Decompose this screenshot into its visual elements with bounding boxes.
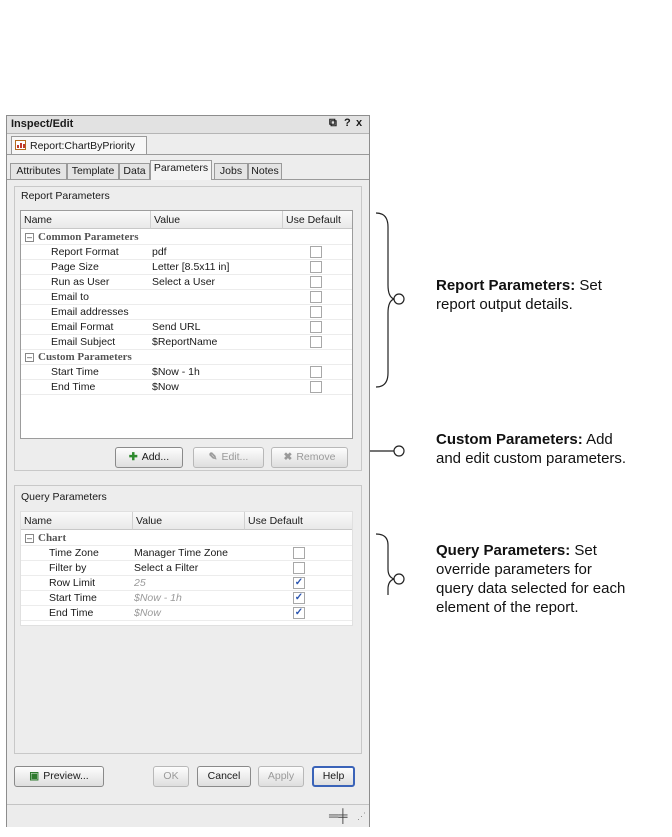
callout-text: query data selected for each — [436, 580, 626, 597]
divider — [21, 349, 353, 350]
tab-template[interactable]: Template — [67, 163, 119, 179]
param-value[interactable]: Select a Filter — [134, 562, 199, 574]
use-default-checkbox-checked[interactable]: ✓ — [294, 592, 304, 603]
panel-titlebar — [7, 116, 369, 134]
param-name: Run as User — [51, 276, 110, 288]
use-default-checkbox[interactable] — [310, 321, 322, 333]
tab-parameters[interactable]: Parameters — [150, 160, 212, 180]
param-value[interactable]: Letter [8.5x11 in] — [152, 261, 230, 273]
column-header-value[interactable]: Value — [133, 512, 245, 530]
param-value[interactable]: $Now - 1h — [134, 592, 182, 604]
query-parameters-table — [20, 511, 353, 626]
table-row[interactable] — [21, 290, 353, 305]
divider — [21, 605, 353, 606]
callout-connectors — [370, 205, 440, 595]
add-icon: ✚ — [128, 451, 138, 463]
layout-icon[interactable]: ═╪ — [329, 808, 348, 823]
query-parameters-label: Query Parameters — [21, 491, 107, 503]
close-icon[interactable]: x — [356, 117, 363, 129]
section-label: Common Parameters — [38, 231, 139, 243]
resize-grip-icon[interactable]: ⋰ — [357, 811, 366, 821]
param-name: Start Time — [49, 592, 97, 604]
table-row[interactable] — [21, 576, 353, 591]
divider — [21, 259, 353, 260]
param-name: Row Limit — [49, 577, 96, 589]
param-value[interactable]: 25 — [134, 577, 146, 589]
section-row-common-parameters[interactable] — [21, 230, 353, 245]
use-default-checkbox[interactable] — [293, 562, 305, 574]
param-value[interactable]: pdf — [152, 246, 167, 258]
callout-text: Set — [579, 277, 602, 294]
use-default-checkbox[interactable] — [310, 381, 322, 393]
collapse-icon[interactable]: – — [26, 232, 32, 242]
use-default-checkbox[interactable] — [310, 261, 322, 273]
param-name: Report Format — [51, 246, 119, 258]
inspect-edit-panel — [6, 115, 370, 827]
param-name: Page Size — [51, 261, 99, 273]
table-row[interactable] — [21, 546, 353, 561]
report-parameters-brace — [376, 213, 394, 387]
section-row-chart[interactable] — [21, 531, 353, 546]
section-row-custom-parameters[interactable] — [21, 350, 353, 365]
report-icon — [15, 140, 26, 150]
preview-button[interactable] — [14, 766, 104, 787]
tab-attributes[interactable]: Attributes — [10, 163, 67, 179]
report-parameters-connector-circle — [394, 294, 404, 304]
preview-icon: ▣ — [29, 770, 40, 782]
section-label: Chart — [38, 532, 67, 544]
report-parameters-label: Report Parameters — [21, 190, 110, 202]
use-default-checkbox[interactable] — [310, 291, 322, 303]
param-name: Email Subject — [51, 336, 116, 348]
divider — [21, 575, 353, 576]
param-value[interactable]: Manager Time Zone — [134, 547, 228, 559]
param-value[interactable]: $Now — [134, 607, 161, 619]
panel-title: Inspect/Edit — [11, 118, 74, 130]
divider — [21, 560, 353, 561]
tab-jobs[interactable]: Jobs — [214, 163, 248, 179]
column-header-name[interactable]: Name — [21, 211, 151, 229]
report-parameters-table — [20, 210, 353, 439]
column-header-value[interactable]: Value — [151, 211, 283, 229]
column-header-use-default[interactable]: Use Default — [283, 211, 353, 229]
table-row[interactable] — [21, 305, 353, 320]
column-header-name[interactable]: Name — [21, 512, 133, 530]
callout-title: Custom Parameters: — [436, 431, 583, 448]
edit-button-label: Edit... — [221, 451, 249, 463]
use-default-checkbox[interactable] — [310, 276, 322, 288]
document-tab-label: Report:ChartByPriority — [30, 140, 136, 152]
remove-button-label: Remove — [296, 451, 336, 463]
param-name: Email Format — [51, 321, 114, 333]
query-parameters-brace — [376, 534, 394, 595]
callout-text: Set — [574, 542, 597, 559]
add-button[interactable] — [115, 447, 183, 468]
table-row[interactable] — [21, 561, 353, 576]
pencil-icon: ✎ — [208, 451, 218, 463]
divider — [21, 379, 353, 380]
help-button[interactable]: Help — [312, 766, 355, 787]
table-row[interactable] — [21, 365, 353, 380]
param-value[interactable]: $Now - 1h — [152, 366, 200, 378]
use-default-checkbox[interactable] — [293, 547, 305, 559]
cancel-button[interactable]: Cancel — [197, 766, 251, 787]
use-default-checkbox-checked[interactable]: ✓ — [294, 607, 304, 618]
param-value[interactable]: $Now — [152, 381, 179, 393]
query-parameters-connector-circle — [394, 574, 404, 584]
param-name: Email to — [51, 291, 89, 303]
callout-query-parameters — [436, 541, 672, 617]
use-default-checkbox[interactable] — [310, 336, 322, 348]
remove-icon: ✖ — [283, 451, 293, 463]
table-row[interactable] — [21, 591, 353, 606]
callout-text: report output details. — [436, 296, 573, 313]
table-row[interactable] — [21, 260, 353, 275]
callout-report-parameters — [436, 276, 672, 314]
param-name: Email addresses — [51, 306, 129, 318]
help-icon[interactable]: ? — [344, 117, 351, 129]
param-value[interactable]: Send URL — [152, 321, 201, 333]
divider — [21, 394, 353, 395]
callout-text: and edit custom parameters. — [436, 450, 627, 467]
param-name: Start Time — [51, 366, 99, 378]
callout-text: element of the report. — [436, 599, 579, 616]
divider — [7, 154, 369, 155]
param-value[interactable]: $ReportName — [152, 336, 218, 348]
collapse-icon[interactable]: – — [26, 533, 32, 543]
use-default-checkbox[interactable] — [310, 246, 322, 258]
param-name: End Time — [49, 607, 94, 619]
divider — [21, 620, 353, 621]
table-row[interactable] — [21, 245, 353, 260]
table-row[interactable] — [21, 320, 353, 335]
ok-button[interactable]: OK — [153, 766, 189, 787]
edit-button[interactable] — [193, 447, 264, 468]
param-name: Time Zone — [49, 547, 99, 559]
use-default-checkbox-checked[interactable]: ✓ — [294, 577, 304, 588]
divider — [21, 545, 353, 546]
divider — [21, 289, 353, 290]
divider — [21, 590, 353, 591]
use-default-checkbox[interactable] — [310, 366, 322, 378]
param-value[interactable]: Select a User — [152, 276, 216, 288]
divider — [21, 334, 353, 335]
apply-button[interactable]: Apply — [258, 766, 304, 787]
column-header-use-default[interactable]: Use Default — [245, 512, 353, 530]
callout-title: Query Parameters: — [436, 542, 571, 559]
callout-text: Add — [586, 431, 613, 448]
section-label: Custom Parameters — [38, 351, 132, 363]
param-name: Filter by — [49, 562, 87, 574]
divider — [21, 319, 353, 320]
status-bar — [7, 804, 369, 827]
callout-text: override parameters for — [436, 561, 592, 578]
restore-icon[interactable]: ⧉ — [329, 117, 337, 129]
collapse-icon[interactable]: – — [26, 352, 32, 362]
table-row[interactable] — [21, 380, 353, 395]
divider — [21, 364, 353, 365]
divider — [21, 304, 353, 305]
custom-parameters-connector-circle — [394, 446, 404, 456]
tab-data[interactable]: Data — [119, 163, 150, 179]
divider — [21, 244, 353, 245]
callout-custom-parameters — [436, 430, 672, 468]
add-button-label: Add... — [141, 451, 170, 463]
tab-notes[interactable]: Notes — [248, 163, 282, 179]
use-default-checkbox[interactable] — [310, 306, 322, 318]
divider — [21, 274, 353, 275]
param-name: End Time — [51, 381, 96, 393]
table-row[interactable] — [21, 606, 353, 621]
table-row[interactable] — [21, 335, 353, 350]
table-row[interactable] — [21, 275, 353, 290]
callout-title: Report Parameters: — [436, 277, 576, 294]
document-tab[interactable] — [11, 136, 147, 155]
remove-button[interactable] — [271, 447, 348, 468]
preview-button-label: Preview... — [43, 770, 89, 782]
